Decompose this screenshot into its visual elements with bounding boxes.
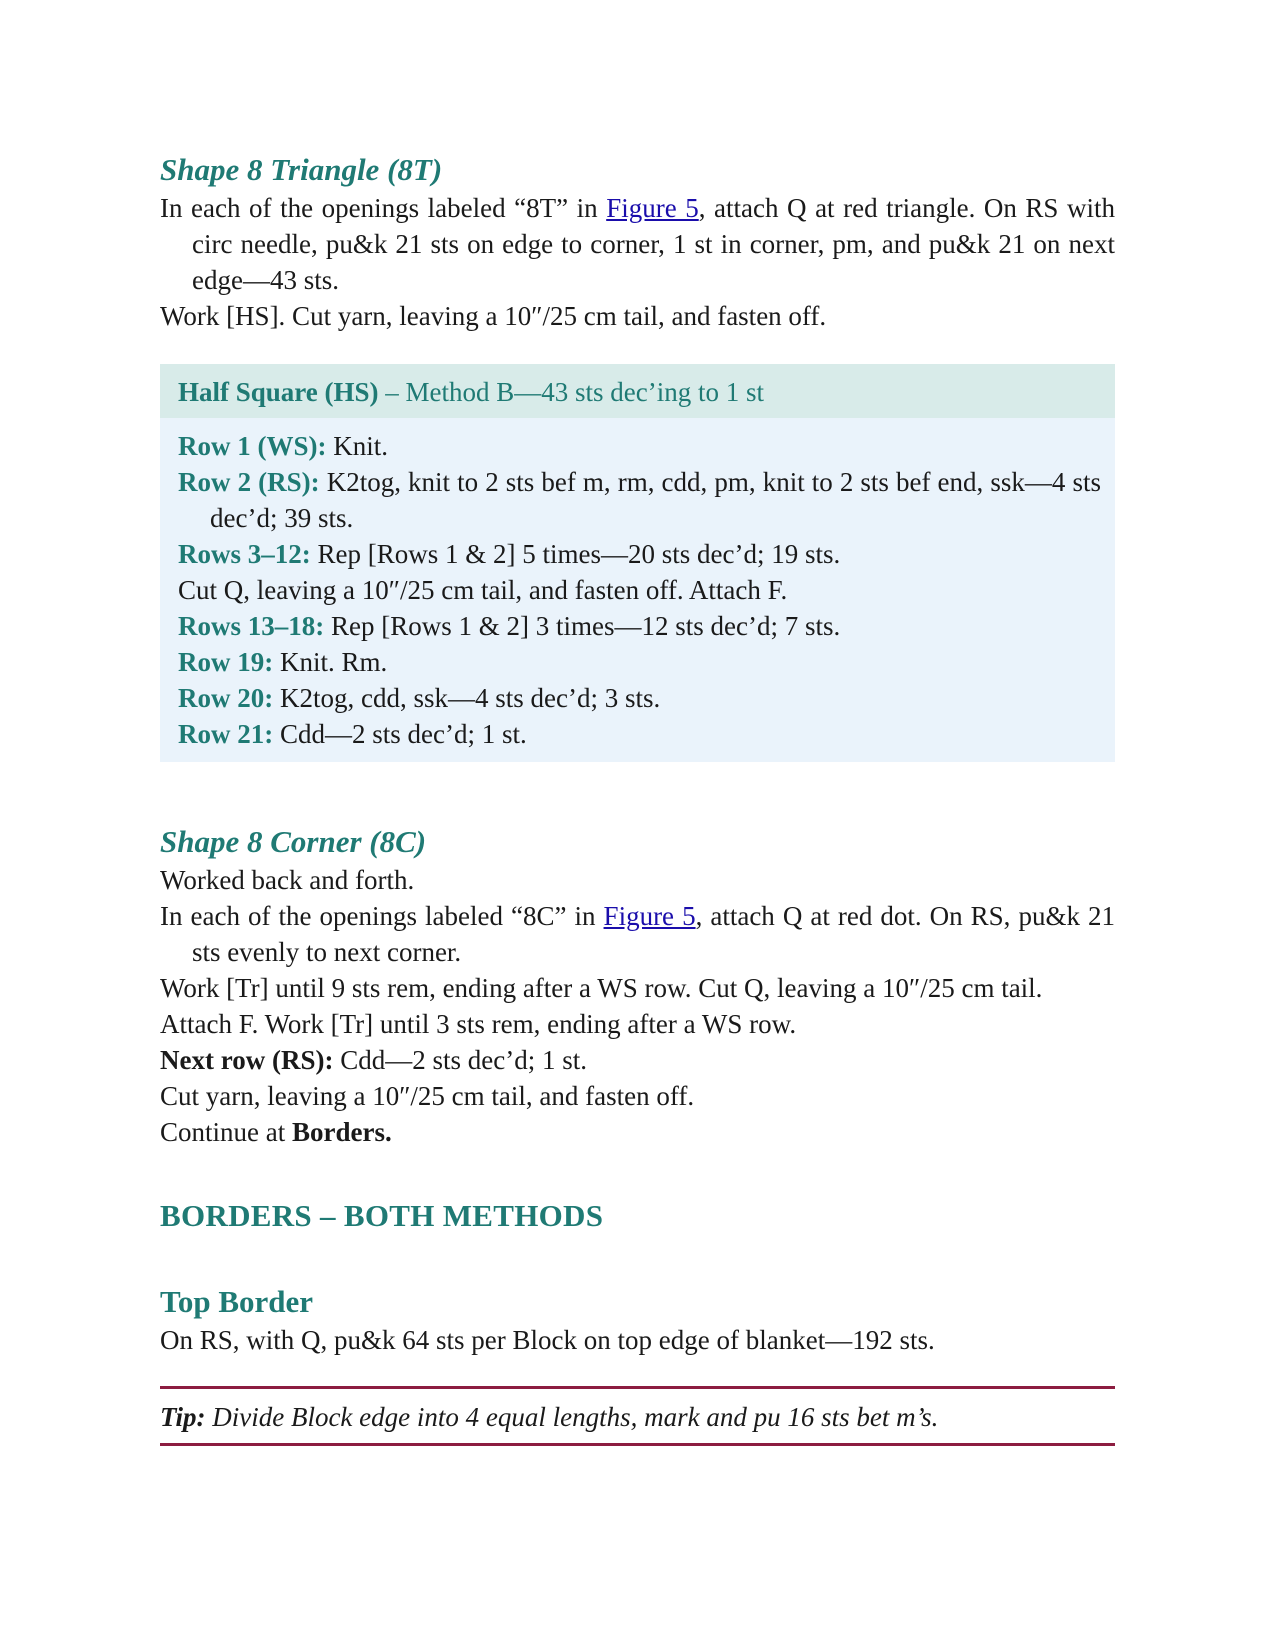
- figure-5-link[interactable]: Figure 5: [606, 193, 699, 223]
- shape-8c-title: Shape 8 Corner (8C): [160, 824, 427, 859]
- shape-8c-text-b: , attach Q at red dot. On RS, pu&k 21 sts evenly to next corner.: [192, 901, 1115, 967]
- hs-row-text: Rep [Rows 1 & 2] 5 times—20 sts dec’d; 19 sts.: [310, 539, 841, 569]
- hs-row: [178, 716, 1101, 752]
- shape-8t-text-a: In each of the openings labeled “8T” in: [160, 193, 607, 223]
- hs-row-text: Knit. Rm.: [273, 647, 388, 677]
- shape-8c-worked: Worked back and forth.: [160, 865, 415, 895]
- hs-row: [178, 608, 1101, 644]
- hs-row-label: Row 19:: [178, 647, 274, 677]
- shape-8t-work: Work [HS]. Cut yarn, leaving a 10″/25 cm tail, and fasten off.: [160, 301, 827, 331]
- tip-text: Divide Block edge into 4 equal lengths, mark and pu 16 sts bet m’s.: [205, 1402, 939, 1432]
- hs-row-label: Row 1 (WS):: [178, 431, 327, 461]
- hs-row-label: Rows 3–12:: [178, 539, 311, 569]
- shape-8t-title: Shape 8 Triangle (8T): [160, 152, 443, 187]
- hs-row-label: Row 2 (RS):: [178, 467, 320, 497]
- hs-row: [178, 464, 1101, 536]
- spacer: [160, 762, 1115, 822]
- next-row-text: Cdd—2 sts dec’d; 1 st.: [333, 1045, 587, 1075]
- half-square-header-bold: Half Square (HS): [178, 377, 379, 407]
- continue-text: Continue at: [160, 1117, 292, 1147]
- hs-row-label: Rows 13–18:: [178, 611, 325, 641]
- shape-8c-work-tr: Work [Tr] until 9 sts rem, ending after a WS row. Cut Q, leaving a 10″/25 cm tail.: [160, 973, 1043, 1003]
- hs-row-text: Rep [Rows 1 & 2] 3 times—12 sts dec’d; 7 sts.: [324, 611, 841, 641]
- next-row-label: Next row (RS):: [160, 1045, 334, 1075]
- shape-8c-text-a: In each of the openings labeled “8C” in: [160, 901, 604, 931]
- spacer: [160, 1236, 1115, 1282]
- shape-8c-instruction: [160, 898, 1115, 970]
- half-square-rows: [160, 418, 1115, 762]
- half-square-box: [160, 364, 1115, 762]
- shape-8t-instruction: [160, 190, 1115, 298]
- shape-8c-cut-yarn: Cut yarn, leaving a 10″/25 cm tail, and fasten off.: [160, 1081, 695, 1111]
- borders-reference: Borders.: [291, 1117, 392, 1147]
- shape-8c-attach-f: Attach F. Work [Tr] until 3 sts rem, ending after a WS row.: [160, 1009, 797, 1039]
- borders-section-title: BORDERS – BOTH METHODS: [160, 1198, 604, 1233]
- page-content: [160, 150, 1115, 1446]
- hs-row: [178, 536, 1101, 572]
- hs-row-text: Cdd—2 sts dec’d; 1 st.: [273, 719, 527, 749]
- tip-box: [160, 1386, 1115, 1446]
- tip-label: Tip:: [160, 1402, 206, 1432]
- hs-row-text: Knit.: [326, 431, 389, 461]
- hs-row-label: Row 20:: [178, 683, 274, 713]
- hs-row-text: K2tog, cdd, ssk—4 sts dec’d; 3 sts.: [273, 683, 661, 713]
- hs-row: [178, 572, 1101, 608]
- figure-5-link[interactable]: Figure 5: [603, 901, 696, 931]
- top-border-title: Top Border: [160, 1284, 314, 1319]
- hs-row-text: Cut Q, leaving a 10″/25 cm tail, and fasten off. Attach F.: [178, 575, 788, 605]
- shape-8c-continue: [160, 1114, 1115, 1150]
- hs-row-text: K2tog, knit to 2 sts bef m, rm, cdd, pm, knit to 2 sts bef end, ssk—4 sts dec’d; 39 sts.: [210, 467, 1101, 533]
- half-square-header-rest: – Method B—43 sts dec’ing to 1 st: [378, 377, 765, 407]
- spacer: [160, 1150, 1115, 1196]
- hs-row: [178, 680, 1101, 716]
- hs-row: [178, 428, 1101, 464]
- top-border-text: On RS, with Q, pu&k 64 sts per Block on top edge of blanket—192 sts.: [160, 1325, 935, 1355]
- hs-row: [178, 644, 1101, 680]
- shape-8c-next-row: [160, 1042, 1115, 1078]
- hs-row-label: Row 21:: [178, 719, 274, 749]
- shape-8t-text-b: , attach Q at red triangle. On RS with circ needle, pu&k 21 sts on edge to corner, 1 st in corner, pm, and pu&k 21 on next edge—43 sts.: [192, 193, 1115, 295]
- half-square-header: [160, 364, 1115, 418]
